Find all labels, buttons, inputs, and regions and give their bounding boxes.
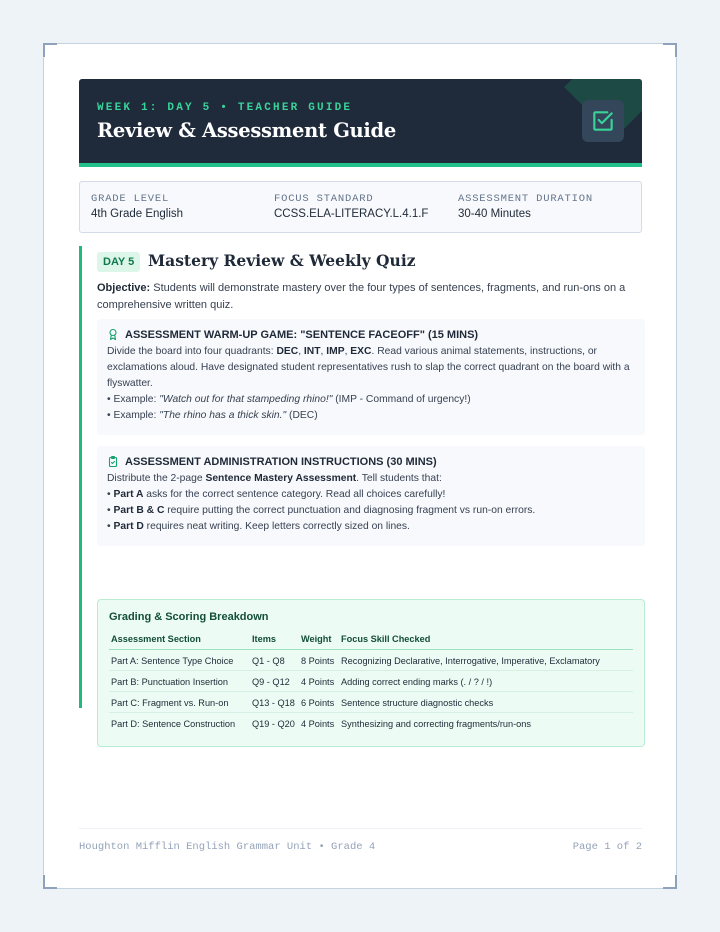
info-assessment-duration: ASSESSMENT DURATION 30-40 Minutes	[458, 193, 593, 220]
column-header: Focus Skill Checked	[339, 631, 633, 650]
corner-mark	[43, 43, 57, 57]
grading-card	[97, 599, 645, 747]
document-page	[43, 43, 677, 889]
column-header: Weight	[299, 631, 339, 650]
admin-body: Distribute the 2-page Sentence Mastery Assessment. Tell students that: • Part A asks for the correct sentence category. Read all choices carefully! • Part B & C require putting the correct punctuation and diagnosing fragment vs run-on errors. • Part D requires neat writing. Keep letters correctly sized on lines.	[107, 473, 536, 532]
corner-mark	[43, 875, 57, 889]
award-icon	[107, 328, 119, 341]
warmup-body: Divide the board into four quadrants: DEC, INT, IMP, EXC. Read various animal statements, instructions, or exclamations aloud. Have designated student representatives rush to slap the correct quadrant on the board with a flyswatter. • Example: "Watch out for that stampeding rhino!" (IMP - Command of urgency!) • Example: "The rhino has a thick skin." (DEC)	[107, 346, 630, 421]
grading-table	[109, 631, 633, 734]
corner-mark	[663, 875, 677, 889]
table-row: Part D: Sentence Construction Q19 - Q20 4 Points Synthesizing and correcting fragments/run-ons	[111, 718, 531, 729]
info-bar	[79, 181, 642, 233]
info-grade-level: GRADE LEVEL 4th Grade English	[91, 193, 184, 220]
column-header: Items	[250, 631, 299, 650]
checkbox-icon	[582, 100, 624, 142]
header-kicker: WEEK 1: DAY 5 • TEACHER GUIDE	[97, 102, 353, 114]
table-row: Part B: Punctuation Insertion Q9 - Q12 4 Points Adding correct ending marks (. / ? / !)	[109, 671, 633, 692]
day-title: Mastery Review & Weekly Quiz	[148, 251, 416, 270]
corner-mark	[663, 43, 677, 57]
grading-title: Grading & Scoring Breakdown	[109, 611, 269, 623]
warmup-title: ASSESSMENT WARM-UP GAME: "SENTENCE FACEOFF" (15 MINS)	[125, 328, 479, 341]
info-focus-standard: FOCUS STANDARD CCSS.ELA-LITERACY.L.4.1.F	[274, 193, 429, 220]
table-row: Part A: Sentence Type Choice Q1 - Q8 8 Points Recognizing Declarative, Interrogative, Imperative, Exclamatory	[109, 650, 633, 671]
page-number: Page 1 of 2	[572, 841, 642, 853]
day-badge: DAY 5	[97, 252, 140, 272]
table-row: Part C: Fragment vs. Run-on Q13 - Q18 6 Points Sentence structure diagnostic checks	[109, 692, 633, 713]
admin-card	[97, 446, 645, 546]
page-footer	[79, 828, 642, 853]
clipboard-check-icon	[107, 455, 119, 468]
warmup-card	[97, 319, 645, 435]
page-title: Review & Assessment Guide	[97, 119, 396, 142]
admin-title: ASSESSMENT ADMINISTRATION INSTRUCTIONS (30 MINS)	[125, 455, 437, 468]
day-section	[79, 246, 642, 729]
guide-header	[79, 79, 642, 167]
column-header: Assessment Section	[109, 631, 250, 650]
objective: Objective: Students will demonstrate mastery over the four types of sentences, fragments, and run-ons on a comprehensive written quiz.	[97, 282, 626, 311]
footer-left: Houghton Mifflin English Grammar Unit • Grade 4	[79, 841, 376, 853]
